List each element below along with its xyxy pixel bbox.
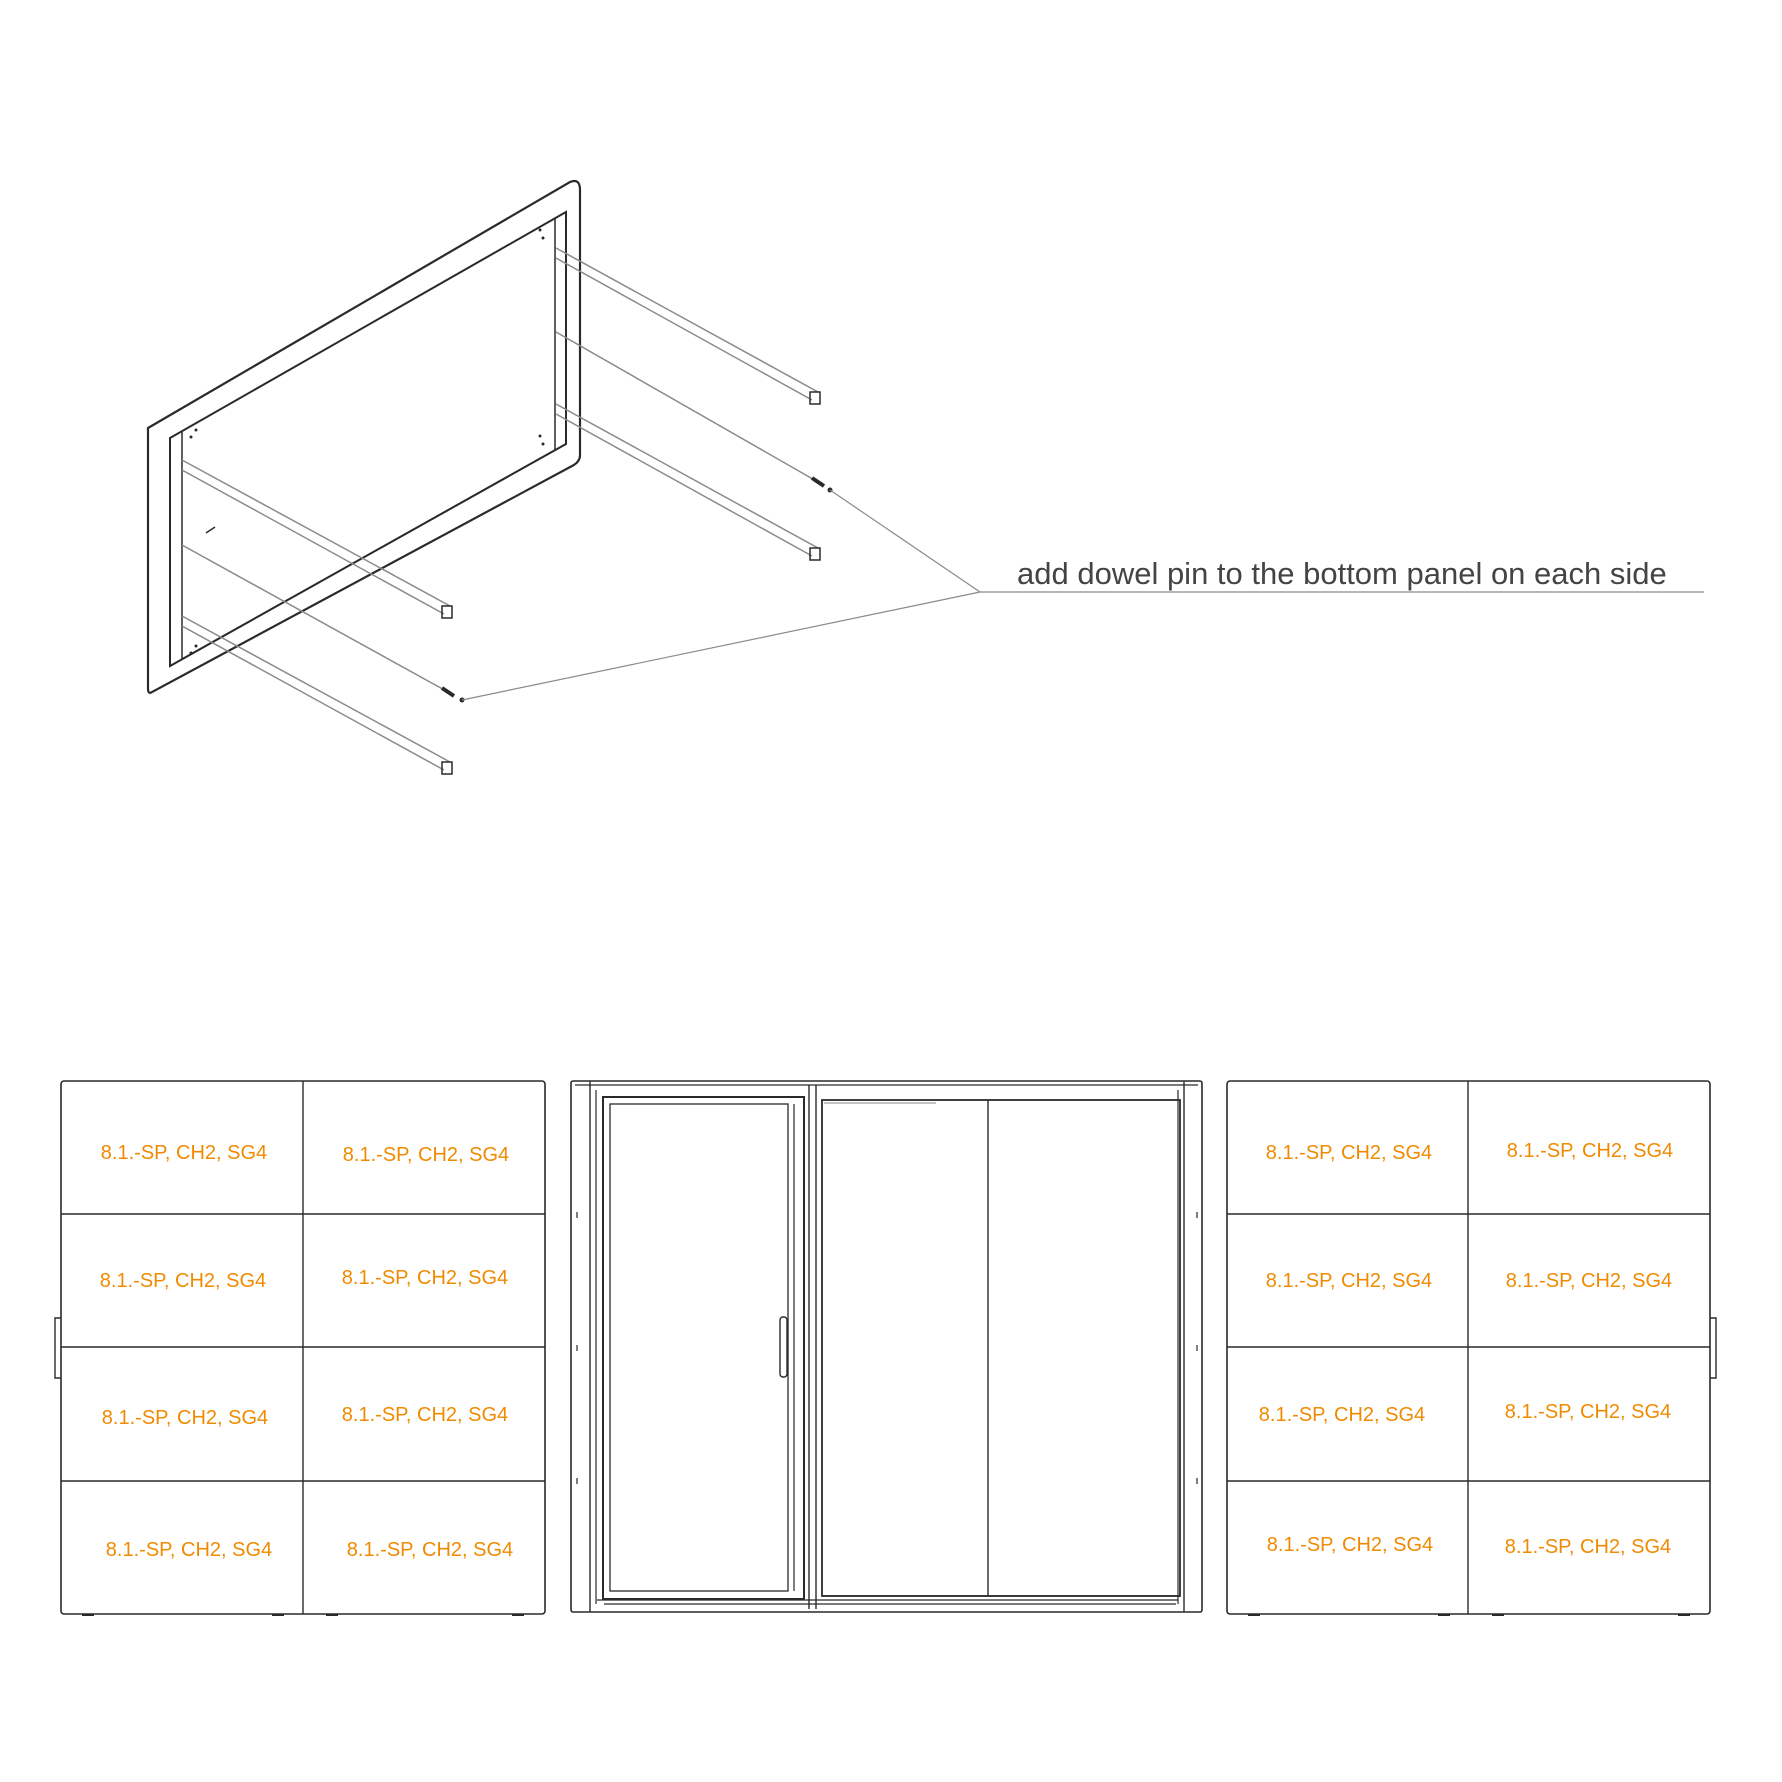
panel-label: 8.1.-SP, CH2, SG4 — [1265, 1142, 1433, 1164]
left-wall-elevation — [55, 1081, 545, 1615]
fixed-glass-panel — [822, 1100, 1180, 1596]
panel-label: 8.1.-SP, CH2, SG4 — [1504, 1401, 1672, 1423]
panel-label: 8.1.-SP, CH2, SG4 — [341, 1267, 509, 1289]
panel-label: 8.1.-SP, CH2, SG4 — [1265, 1270, 1433, 1292]
panel-label: 8.1.-SP, CH2, SG4 — [100, 1142, 268, 1164]
rail-upper-right — [556, 248, 820, 404]
rail-upper-left — [182, 460, 452, 618]
right-wall-handle — [1710, 1318, 1716, 1378]
panel-label: 8.1.-SP, CH2, SG4 — [1266, 1534, 1434, 1556]
door-frame-outer — [571, 1081, 1202, 1612]
panel-label: 8.1.-SP, CH2, SG4 — [342, 1144, 510, 1166]
door-handle — [780, 1317, 787, 1377]
rail-lower-left-end — [442, 762, 452, 774]
frame-hole-marks — [190, 229, 545, 655]
sliding-door-panel — [603, 1097, 804, 1599]
callout-leader — [462, 490, 1704, 700]
callout-text: add dowel pin to the bottom panel on each side — [1017, 556, 1667, 591]
frame-inner-bottom-rail — [182, 450, 555, 659]
panel-label: 8.1.-SP, CH2, SG4 — [1504, 1536, 1672, 1558]
frame-slot-mark — [206, 527, 215, 533]
dowel-pin-right — [556, 332, 833, 493]
left-wall-handle — [55, 1318, 61, 1378]
panel-label: 8.1.-SP, CH2, SG4 — [99, 1270, 267, 1292]
front-door-elevation — [571, 1081, 1202, 1612]
rail-upper-right-end — [810, 392, 820, 404]
panel-label: 8.1.-SP, CH2, SG4 — [1505, 1270, 1673, 1292]
panel-label: 8.1.-SP, CH2, SG4 — [101, 1407, 269, 1429]
frame-outer — [148, 181, 580, 693]
panel-label: 8.1.-SP, CH2, SG4 — [105, 1539, 273, 1561]
panel-label: 8.1.-SP, CH2, SG4 — [1506, 1140, 1674, 1162]
frame-inner — [170, 212, 566, 666]
panel-label: 8.1.-SP, CH2, SG4 — [1258, 1404, 1426, 1426]
panel-label: 8.1.-SP, CH2, SG4 — [341, 1404, 509, 1426]
left-wall-labels — [100, 1142, 513, 1561]
rail-upper-left-end — [442, 606, 452, 618]
dowel-pin-left — [182, 545, 465, 703]
rail-middle-right — [556, 404, 820, 560]
right-wall-elevation — [1227, 1081, 1716, 1615]
panel-label: 8.1.-SP, CH2, SG4 — [346, 1539, 514, 1561]
rail-middle-right-end — [810, 548, 820, 560]
rail-lower-left — [182, 616, 452, 774]
isometric-frame-assembly — [148, 181, 1704, 774]
right-wall-labels — [1259, 1140, 1673, 1558]
